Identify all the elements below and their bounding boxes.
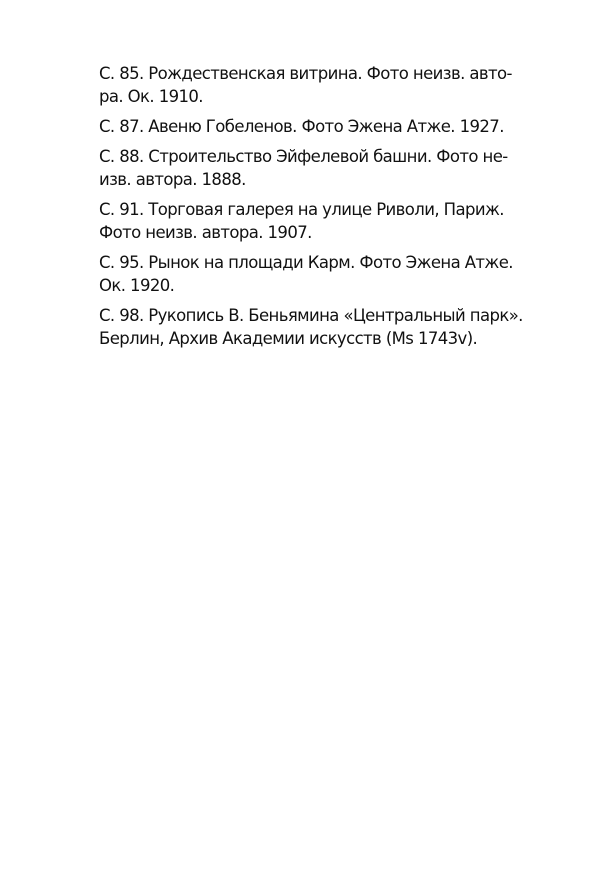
caption-line: С. 91. Торговая галерея на улице Риволи, Париж. <box>99 200 504 219</box>
caption-line: С. 98. Рукопись В. Беньямина «Центральный парк». <box>99 306 523 325</box>
caption-item <box>99 198 519 244</box>
caption-line: С. 88. Строительство Эйфелевой башни. Фото не- <box>99 147 508 166</box>
illustration-captions-list <box>99 62 523 357</box>
caption-item <box>99 62 519 108</box>
caption-line: Берлин, Архив Академии искусств (Ms 1743v). <box>99 329 478 348</box>
caption-line: Фото неизв. автора. 1907. <box>99 223 312 242</box>
caption-line: изв. автора. 1888. <box>99 170 246 189</box>
caption-line: С. 87. Авеню Гобеленов. Фото Эжена Атже. 1927. <box>99 117 504 136</box>
caption-item <box>99 251 519 297</box>
caption-line: С. 85. Рождественская витрина. Фото неизв. авто- <box>99 64 512 83</box>
caption-line: Ок. 1920. <box>99 276 175 295</box>
caption-line: ра. Ок. 1910. <box>99 87 203 106</box>
caption-item <box>99 304 523 350</box>
caption-item <box>99 115 519 138</box>
caption-item <box>99 145 519 191</box>
caption-line: С. 95. Рынок на площади Карм. Фото Эжена Атже. <box>99 253 513 272</box>
